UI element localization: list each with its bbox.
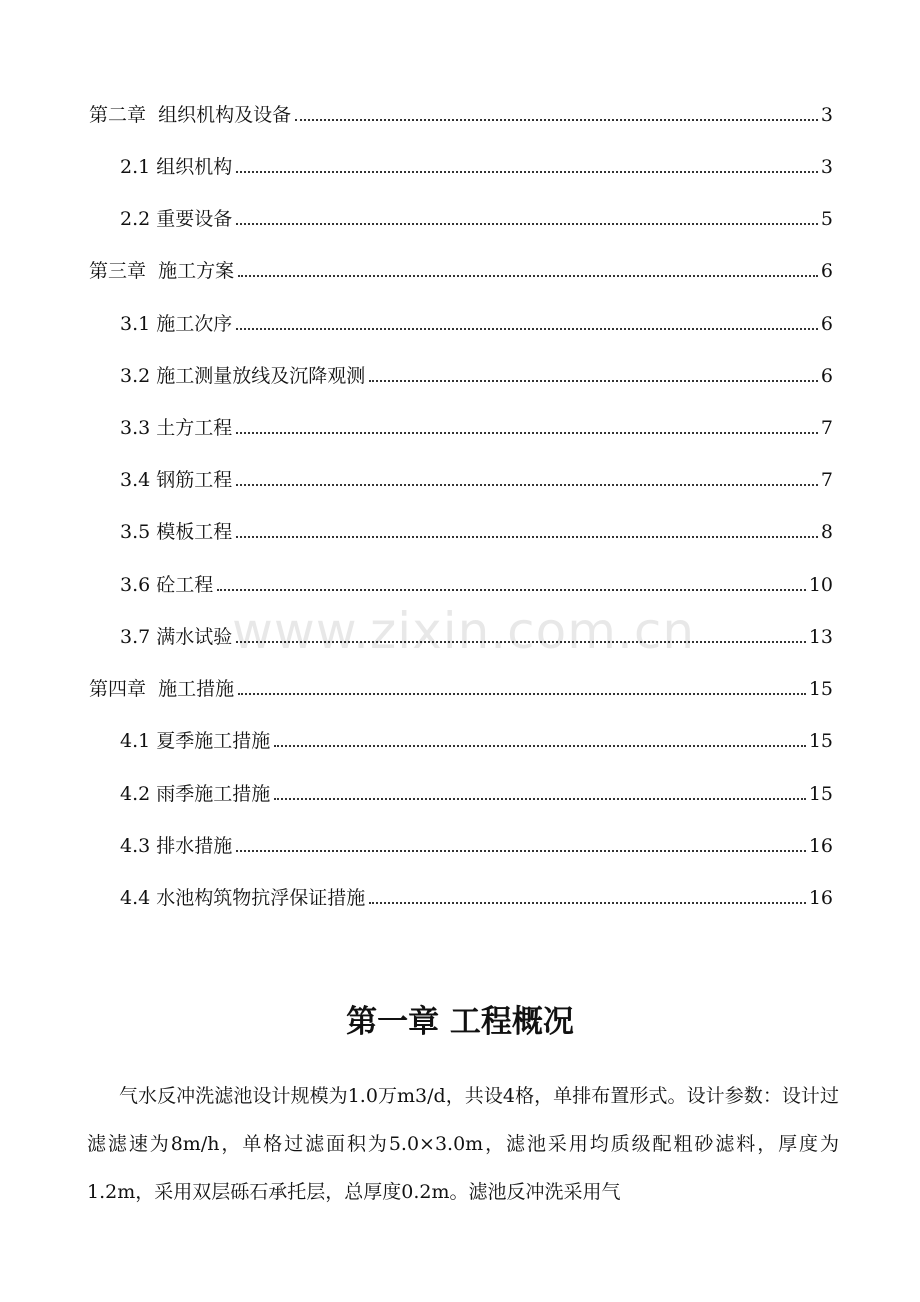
toc-entry-3-4[interactable] (120, 468, 833, 492)
toc-entry-4-1[interactable] (120, 729, 833, 753)
toc-dot-leader (236, 170, 818, 173)
toc-entry-3-3[interactable] (120, 416, 833, 440)
toc-entry-label: 4.2 雨季施工措施 (120, 783, 271, 805)
toc-dot-leader (236, 483, 818, 486)
toc-entry-label: 4.1 夏季施工措施 (120, 730, 271, 752)
toc-entry-3-6[interactable] (120, 573, 833, 597)
toc-entry-label: 3.6 砼工程 (120, 574, 214, 596)
toc-entry-page: 7 (820, 469, 833, 491)
toc-entry-page: 3 (820, 156, 833, 178)
toc-entry-chapter-2[interactable] (89, 103, 833, 127)
toc-entry-page: 7 (820, 417, 833, 439)
toc-dot-leader (369, 379, 818, 382)
toc-dot-leader (236, 327, 818, 330)
toc-entry-4-4[interactable] (120, 886, 833, 910)
toc-entry-3-5[interactable] (120, 520, 833, 544)
toc-entry-page: 6 (820, 365, 833, 387)
toc-entry-4-3[interactable] (120, 834, 833, 858)
toc-entry-page: 15 (808, 730, 833, 752)
toc-dot-leader (369, 901, 806, 904)
toc-entry-page: 13 (808, 626, 833, 648)
toc-entry-page: 15 (808, 678, 833, 700)
toc-entry-label: 第四章 施工措施 (89, 678, 235, 700)
body-text (87, 1072, 839, 1216)
toc-dot-leader (274, 744, 806, 747)
toc-dot-leader (295, 118, 818, 121)
toc-dot-leader (217, 588, 806, 591)
toc-entry-chapter-3[interactable] (89, 259, 833, 283)
toc-dot-leader (236, 640, 806, 643)
toc-entry-label: 2.1 组织机构 (120, 156, 233, 178)
toc-entry-label: 3.2 施工测量放线及沉降观测 (120, 365, 366, 387)
watermark: www.zixin.com.cn (232, 602, 696, 660)
toc-entry-label: 3.5 模板工程 (120, 521, 233, 543)
toc-dot-leader (236, 535, 818, 538)
toc-entry-label: 4.4 水池构筑物抗浮保证措施 (120, 887, 366, 909)
body-paragraph: 气水反冲洗滤池设计规模为1.0万m3/d，共设4格，单排布置形式。设计参数：设计过滤滤速为8m/h，单格过滤面积为5.0×3.0m，滤池采用均质级配粗砂滤料，厚度为1.2m，采用双层砾石承托层，总厚度0.2m。滤池反冲洗采用气 (87, 1085, 839, 1203)
toc-entry-page: 6 (820, 313, 833, 335)
toc-entry-chapter-4[interactable] (89, 677, 833, 701)
toc-entry-4-2[interactable] (120, 782, 833, 806)
toc-entry-page: 3 (820, 104, 833, 126)
toc-entry-label: 第三章 施工方案 (89, 260, 235, 282)
toc-dot-leader (236, 431, 818, 434)
toc-entry-page: 16 (808, 835, 833, 857)
toc-entry-page: 5 (820, 208, 833, 230)
toc-entry-2-1[interactable] (120, 155, 833, 179)
toc-entry-label: 3.7 满水试验 (120, 626, 233, 648)
toc-entry-label: 3.4 钢筋工程 (120, 469, 233, 491)
toc-entry-page: 15 (808, 783, 833, 805)
toc-dot-leader (238, 274, 818, 277)
toc-entry-page: 8 (820, 521, 833, 543)
toc-entry-page: 16 (808, 887, 833, 909)
toc-dot-leader (236, 849, 806, 852)
chapter-heading: 第一章 工程概况 (346, 1004, 574, 1040)
toc-dot-leader (238, 692, 806, 695)
toc-entry-3-7[interactable] (120, 625, 833, 649)
toc-entry-page: 10 (808, 574, 833, 596)
toc-dot-leader (236, 222, 818, 225)
toc-entry-label: 2.2 重要设备 (120, 208, 233, 230)
toc-dot-leader (274, 797, 806, 800)
toc-entry-label: 3.3 土方工程 (120, 417, 233, 439)
toc-entry-label: 第二章 组织机构及设备 (89, 104, 292, 126)
toc-entry-3-1[interactable] (120, 312, 833, 336)
toc-entry-page: 6 (820, 260, 833, 282)
toc-entry-2-2[interactable] (120, 207, 833, 231)
toc-entry-3-2[interactable] (120, 364, 833, 388)
toc-entry-label: 3.1 施工次序 (120, 313, 233, 335)
toc-entry-label: 4.3 排水措施 (120, 835, 233, 857)
